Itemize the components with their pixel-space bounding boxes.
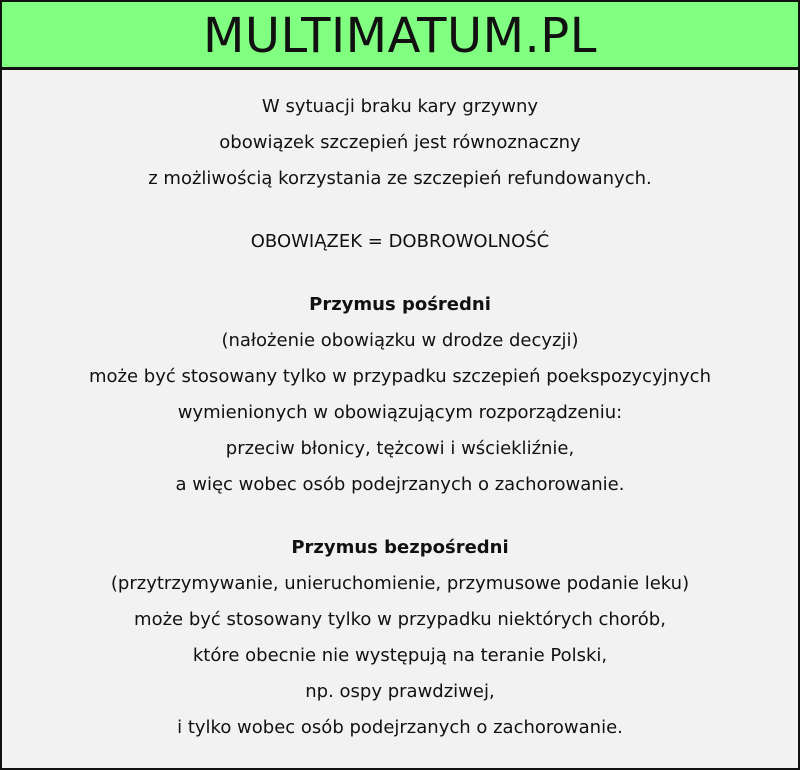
indirect-line-1: (nałożenie obowiązku w drodze decyzji) — [221, 330, 579, 351]
spacer — [2, 503, 798, 530]
direct-coercion-section — [2, 530, 798, 746]
indirect-line-4: przeciw błonicy, tężcowi i wściekliźnie, — [225, 438, 575, 459]
spacer — [2, 260, 798, 287]
intro-section — [2, 89, 798, 197]
intro-line-2: obowiązek szczepień jest równoznaczny — [219, 132, 581, 153]
indirect-line-2: może być stosowany tylko w przypadku szczepień poekspozycyjnych — [89, 366, 711, 387]
header-banner — [2, 2, 798, 70]
direct-line-2: może być stosowany tylko w przypadku niektórych chorób, — [134, 609, 666, 630]
page-title: MULTIMATUM.PL — [203, 7, 597, 64]
indirect-line-5: a więc wobec osób podejrzanych o zachorowanie. — [175, 474, 625, 495]
indirect-coercion-section — [2, 287, 798, 503]
direct-line-3: które obecnie nie występują na teranie Polski, — [192, 645, 608, 666]
spacer — [2, 197, 798, 224]
direct-coercion-heading: Przymus bezpośredni — [291, 537, 509, 558]
direct-line-4: np. ospy prawdziwej, — [305, 681, 495, 702]
direct-line-5: i tylko wobec osób podejrzanych o zachorowanie. — [177, 717, 623, 738]
direct-line-1: (przytrzymywanie, unieruchomienie, przymusowe podanie leku) — [110, 573, 690, 594]
intro-line-3: z możliwością korzystania ze szczepień refundowanych. — [148, 168, 652, 189]
content-panel — [2, 70, 798, 746]
equation-line: OBOWIĄZEK = DOBROWOLNOŚĆ — [250, 231, 550, 252]
indirect-line-3: wymienionych w obowiązującym rozporządzeniu: — [177, 402, 623, 423]
intro-line-1: W sytuacji braku kary grzywny — [261, 96, 539, 117]
indirect-coercion-heading: Przymus pośredni — [309, 294, 491, 315]
